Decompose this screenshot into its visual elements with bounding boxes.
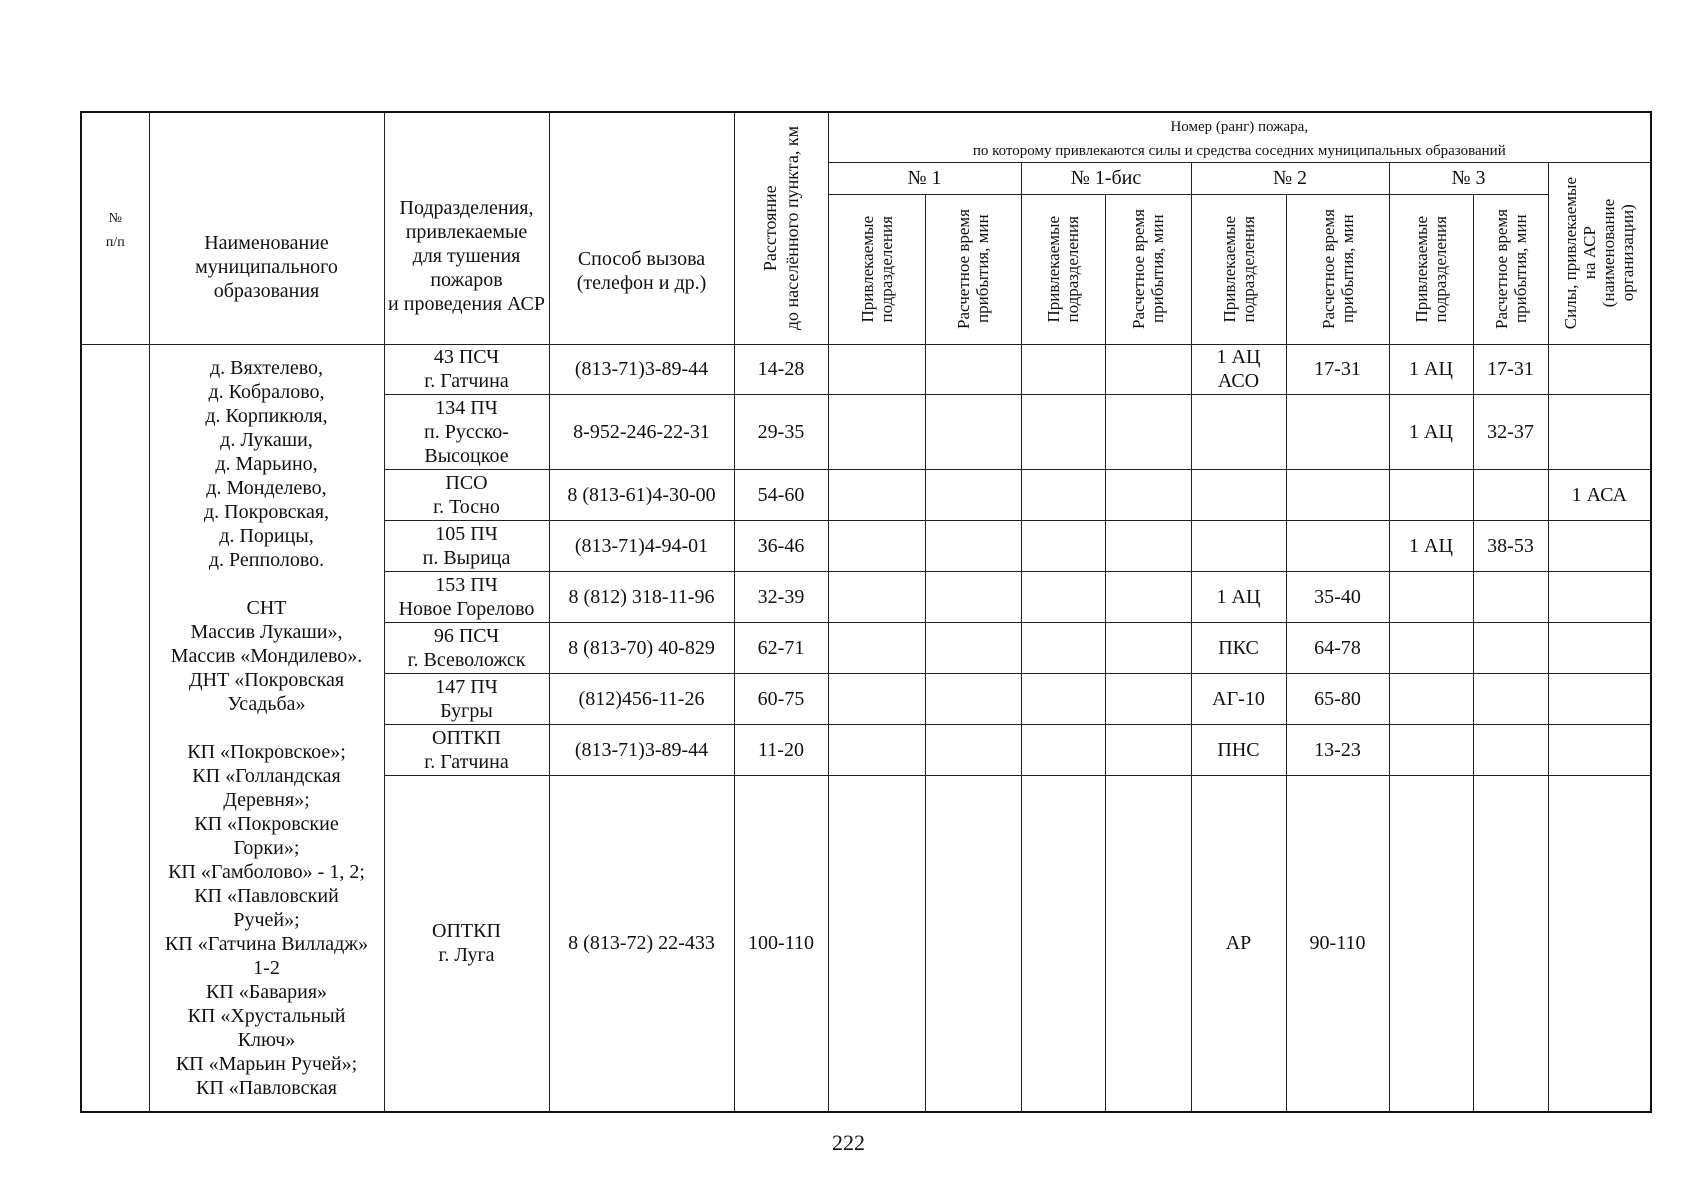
header-rank-2: № 2	[1191, 162, 1389, 194]
header-rank-1bis: № 1-бис	[1021, 162, 1191, 194]
call-cell	[549, 724, 734, 775]
rank2-units-cell	[1191, 344, 1286, 394]
rank1bis-time-cell	[1105, 394, 1191, 469]
rank2-units-cell	[1191, 469, 1286, 520]
call-cell	[549, 344, 734, 394]
header-r1b-units	[1021, 194, 1105, 344]
unit-cell	[384, 775, 549, 1112]
rank1-time-cell	[925, 673, 1021, 724]
asr-cell	[1548, 394, 1651, 469]
header-fire-rank-text: Номер (ранг) пожара, по которому привлекаются силы и средства соседних муниципальных образований	[972, 119, 1506, 160]
rank2-units-cell-text: ПКС	[1218, 636, 1259, 659]
header-fire-rank	[828, 112, 1651, 162]
header-r3-time	[1473, 194, 1548, 344]
rank3-units-cell	[1389, 520, 1473, 571]
rank2-units-cell	[1191, 571, 1286, 622]
rank1-time-cell	[925, 469, 1021, 520]
rank2-time-cell	[1286, 622, 1389, 673]
unit-cell-text: ОПТКП г. Луга	[432, 920, 501, 967]
header-r1b-time	[1105, 194, 1191, 344]
rank1-time-cell	[925, 571, 1021, 622]
rank2-time-cell	[1286, 724, 1389, 775]
rank1-time-cell	[925, 775, 1021, 1112]
rank2-time-cell	[1286, 394, 1389, 469]
rank1-units-cell	[828, 520, 925, 571]
rank3-units-cell-text: 1 АЦ	[1409, 534, 1453, 557]
asr-cell	[1548, 673, 1651, 724]
rank3-units-cell	[1389, 724, 1473, 775]
rank2-time-cell-text: 65-80	[1314, 687, 1361, 710]
call-cell	[549, 673, 734, 724]
unit-cell	[384, 673, 549, 724]
rank2-units-cell-text: АГ-10	[1212, 687, 1265, 710]
distance-cell-text: 60-75	[757, 687, 805, 710]
header-r3-units	[1389, 194, 1473, 344]
rank1-units-cell	[828, 673, 925, 724]
rank1-units-cell	[828, 724, 925, 775]
header-r2-time-text: Расчетное время прибытия, мин	[1318, 209, 1357, 329]
rank2-time-cell-text: 35-40	[1314, 585, 1361, 608]
rank2-units-cell	[1191, 520, 1286, 571]
header-rank-3: № 3	[1389, 162, 1548, 194]
distance-cell-text: 11-20	[758, 738, 804, 761]
rank1bis-units-cell	[1021, 775, 1105, 1112]
rank2-time-cell	[1286, 520, 1389, 571]
rank3-units-cell	[1389, 775, 1473, 1112]
rank2-time-cell	[1286, 344, 1389, 394]
rank1-units-cell	[828, 394, 925, 469]
rank1bis-time-cell	[1105, 469, 1191, 520]
unit-cell	[384, 344, 549, 394]
table-row	[81, 344, 1651, 394]
rank2-time-cell-text: 90-110	[1309, 932, 1366, 955]
unit-cell	[384, 622, 549, 673]
header-r1b-units-text: Привлекаемые подразделения	[1044, 215, 1082, 323]
rank3-units-cell	[1389, 622, 1473, 673]
header-r1-time	[925, 194, 1021, 344]
rank1-time-cell	[925, 622, 1021, 673]
call-cell	[549, 571, 734, 622]
rank1bis-time-cell	[1105, 775, 1191, 1112]
header-distance-text: Расстояние до населённого пункта, км	[760, 126, 802, 331]
asr-cell	[1548, 469, 1651, 520]
call-cell	[549, 469, 734, 520]
rank3-time-cell	[1473, 394, 1548, 469]
rank3-units-cell	[1389, 673, 1473, 724]
rank2-time-cell	[1286, 469, 1389, 520]
distance-cell-text: 32-39	[757, 585, 805, 608]
distance-cell-text: 29-35	[757, 420, 805, 443]
rank1-time-cell	[925, 394, 1021, 469]
rank1bis-units-cell	[1021, 673, 1105, 724]
distance-cell-text: 62-71	[757, 636, 805, 659]
unit-cell	[384, 520, 549, 571]
asr-cell	[1548, 724, 1651, 775]
rank2-time-cell	[1286, 775, 1389, 1112]
distance-cell	[734, 622, 828, 673]
rank3-time-cell	[1473, 469, 1548, 520]
asr-cell	[1548, 775, 1651, 1112]
rank2-units-cell	[1191, 622, 1286, 673]
municipality-cell: д. Вяхтелево, д. Кобралово, д. Корпикюля, д. Лукаши, д. Марьино, д. Монделево, д. Покровская, д. Порицы, д. Репполово. СНТ Массив Лукаши», Массив «Мондилево». ДНТ «Покровская Усадьба» КП «Покровское»; КП «Голландская Деревня»; КП «Покровские Горки»; КП «Гамболово» - 1, 2; КП «Павловский Ручей»; КП «Гатчина Вилладж» 1-2 КП «Бавария» КП «Хрустальный Ключ» КП «Марьин Ручей»; КП «Павловская	[149, 344, 384, 1112]
unit-cell-text: 147 ПЧ Бугры	[435, 675, 498, 722]
rank1-units-cell	[828, 571, 925, 622]
rank1bis-units-cell	[1021, 344, 1105, 394]
asr-cell	[1548, 520, 1651, 571]
header-units-text: Подразделения, привлекаемые для тушения пожаров и проведения АСР	[388, 196, 545, 315]
rank2-time-cell-text: 13-23	[1314, 738, 1361, 761]
header-asr-text: Силы, привлекаемые на АСР (наименование организации)	[1561, 176, 1638, 330]
rank1bis-time-cell	[1105, 571, 1191, 622]
header-call	[549, 112, 734, 344]
header-r1-units-text: Привлекаемые подразделения	[857, 215, 896, 323]
unit-cell-text: 43 ПСЧ г. Гатчина	[424, 346, 509, 392]
rank1-time-cell	[925, 344, 1021, 394]
rank3-units-cell	[1389, 469, 1473, 520]
distance-cell-text: 100-110	[748, 932, 814, 955]
page-number: 222	[832, 1130, 865, 1155]
unit-cell	[384, 469, 549, 520]
rank2-units-cell	[1191, 394, 1286, 469]
distance-cell-text: 36-46	[757, 534, 805, 557]
call-cell-text: (812)456-11-26	[578, 687, 705, 710]
rank2-time-cell	[1286, 571, 1389, 622]
header-r3-units-text: Привлекаемые подразделения	[1412, 215, 1450, 323]
rank2-units-cell-text: 1 АЦ	[1216, 585, 1261, 608]
header-asr	[1548, 162, 1651, 344]
call-cell-text: 8 (813-72) 22-433	[568, 932, 715, 955]
header-r1b-time-text: Расчетное время прибытия, мин	[1129, 209, 1167, 329]
distance-cell-text: 14-28	[757, 358, 805, 380]
rank1bis-time-cell	[1105, 724, 1191, 775]
rank1bis-units-cell	[1021, 622, 1105, 673]
unit-cell-text: 153 ПЧ Новое Горелово	[398, 573, 535, 620]
rank1bis-units-cell	[1021, 571, 1105, 622]
fire-forces-table	[80, 111, 1652, 1113]
unit-cell-text: ПСО г. Тосно	[433, 471, 500, 518]
call-cell-text: 8 (813-61)4-30-00	[567, 483, 716, 506]
header-r3-time-text: Расчетное время прибытия, мин	[1491, 209, 1530, 329]
rank1bis-time-cell	[1105, 673, 1191, 724]
call-cell-text: (813-71)3-89-44	[574, 358, 709, 380]
distance-cell	[734, 394, 828, 469]
unit-cell-text: 134 ПЧ п. Русско- Высоцкое	[424, 396, 509, 467]
rank1bis-units-cell	[1021, 394, 1105, 469]
header-r2-time	[1286, 194, 1389, 344]
call-cell	[549, 394, 734, 469]
rank1-units-cell	[828, 344, 925, 394]
rank1-units-cell	[828, 622, 925, 673]
rank1bis-units-cell	[1021, 724, 1105, 775]
rank3-time-cell	[1473, 344, 1548, 394]
distance-cell	[734, 724, 828, 775]
rank2-time-cell	[1286, 673, 1389, 724]
rank3-time-cell	[1473, 673, 1548, 724]
call-cell	[549, 622, 734, 673]
call-cell-text: 8 (813-70) 40-829	[568, 636, 715, 659]
distance-cell	[734, 571, 828, 622]
header-municipality	[149, 112, 384, 344]
rank3-time-cell	[1473, 775, 1548, 1112]
header-r2-units-text: Привлекаемые подразделения	[1219, 215, 1258, 323]
rank3-units-cell	[1389, 571, 1473, 622]
call-cell-text: 8-952-246-22-31	[573, 420, 710, 443]
rank1bis-units-cell	[1021, 469, 1105, 520]
unit-cell-text: ОПТКП г. Гатчина	[424, 726, 509, 773]
header-municipality-text: Наименование муниципального образования	[195, 232, 338, 303]
unit-cell	[384, 571, 549, 622]
header-distance	[734, 112, 828, 344]
unit-cell	[384, 724, 549, 775]
distance-cell	[734, 775, 828, 1112]
call-cell-text: (813-71)4-94-01	[574, 534, 709, 557]
rank3-time-cell	[1473, 571, 1548, 622]
unit-cell	[384, 394, 549, 469]
asr-cell	[1548, 344, 1651, 394]
call-cell	[549, 520, 734, 571]
unit-cell-text: 96 ПСЧ г. Всеволожск	[407, 624, 526, 671]
rank1-time-cell	[925, 724, 1021, 775]
rank2-units-cell	[1191, 724, 1286, 775]
call-cell-text: 8 (812) 318-11-96	[568, 585, 715, 608]
distance-cell	[734, 673, 828, 724]
rank3-time-cell-text: 32-37	[1487, 420, 1534, 443]
rank2-units-cell	[1191, 775, 1286, 1112]
rank2-units-cell-text: 1 АЦ АСО	[1216, 346, 1261, 392]
rank3-units-cell-text: 1 АЦ	[1409, 420, 1453, 443]
call-cell-text: (813-71)3-89-44	[574, 738, 709, 761]
row-number-cell	[81, 344, 149, 1112]
header-r1-time-text: Расчетное время прибытия, мин	[954, 209, 992, 329]
rank1-time-cell	[925, 520, 1021, 571]
call-cell	[549, 775, 734, 1112]
header-call-text: Способ вызова (телефон и др.)	[576, 247, 707, 294]
header-number	[81, 112, 149, 344]
rank3-time-cell-text: 17-31	[1487, 358, 1534, 380]
rank2-time-cell-text: 17-31	[1314, 358, 1361, 380]
rank1bis-time-cell	[1105, 520, 1191, 571]
rank1bis-time-cell	[1105, 344, 1191, 394]
rank3-time-cell	[1473, 622, 1548, 673]
rank1bis-units-cell	[1021, 520, 1105, 571]
distance-cell	[734, 344, 828, 394]
rank2-units-cell-text: АР	[1225, 932, 1252, 955]
rank3-units-cell	[1389, 344, 1473, 394]
rank1bis-time-cell	[1105, 622, 1191, 673]
asr-cell	[1548, 622, 1651, 673]
header-number-text: № п/п	[105, 211, 125, 251]
asr-cell	[1548, 571, 1651, 622]
rank2-units-cell	[1191, 673, 1286, 724]
rank2-time-cell-text: 64-78	[1314, 636, 1361, 659]
rank3-units-cell	[1389, 394, 1473, 469]
unit-cell-text: 105 ПЧ п. Вырица	[422, 522, 511, 569]
distance-cell-text: 54-60	[757, 483, 805, 506]
rank2-units-cell-text: ПНС	[1217, 738, 1260, 761]
rank3-time-cell	[1473, 520, 1548, 571]
rank1-units-cell	[828, 775, 925, 1112]
distance-cell	[734, 469, 828, 520]
header-rank-1: № 1	[828, 162, 1021, 194]
rank3-units-cell-text: 1 АЦ	[1409, 358, 1453, 380]
distance-cell	[734, 520, 828, 571]
rank1-units-cell	[828, 469, 925, 520]
header-units	[384, 112, 549, 344]
header-r2-units	[1191, 194, 1286, 344]
header-r1-units	[828, 194, 925, 344]
asr-cell-text: 1 АСА	[1571, 483, 1627, 506]
rank3-time-cell-text: 38-53	[1487, 534, 1534, 557]
rank3-time-cell	[1473, 724, 1548, 775]
